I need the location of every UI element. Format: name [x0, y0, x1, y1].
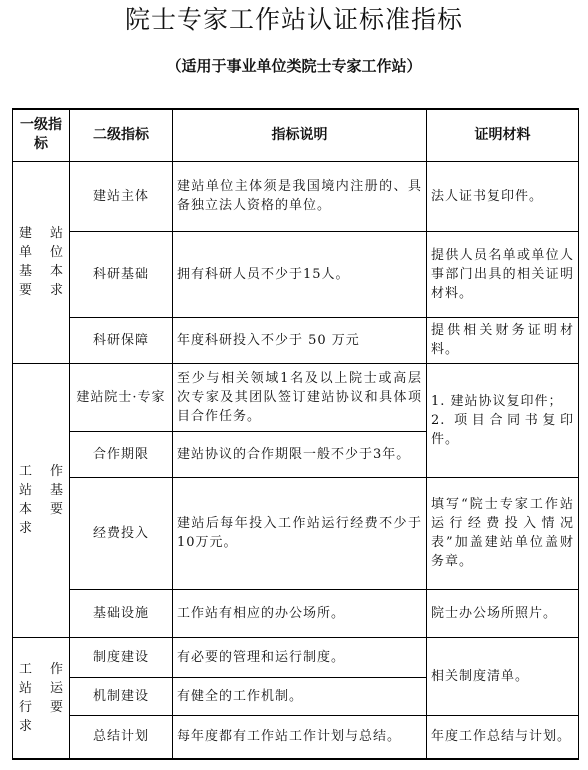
table-row	[13, 317, 579, 363]
row-desc: 拥有科研人员不少于15人。	[173, 231, 427, 317]
row-desc: 年度科研投入不少于 50 万元	[173, 317, 427, 363]
page-subtitle: （适用于事业单位类院士专家工作站）	[166, 57, 422, 75]
row-name: 基础设施	[70, 589, 173, 637]
table-header-row	[13, 109, 579, 161]
header-desc: 指标说明	[173, 109, 427, 161]
table-row	[13, 477, 579, 589]
row-proof: 1. 建站协议复印件； 2. 项目合同书复印件。	[427, 363, 579, 477]
row-desc: 有必要的管理和运行制度。	[173, 637, 427, 677]
row-name: 科研保障	[70, 317, 173, 363]
row-desc: 每年度都有工作站工作计划与总结。	[173, 715, 427, 759]
row-desc: 有健全的工作机制。	[173, 677, 427, 715]
table-row	[13, 715, 579, 759]
header-level1: 一级指标	[13, 109, 70, 161]
table-row	[13, 637, 579, 677]
row-proof: 法人证书复印件。	[427, 161, 579, 231]
row-name: 经费投入	[70, 477, 173, 589]
row-name: 科研基础	[70, 231, 173, 317]
row-desc: 工作站有相应的办公场所。	[173, 589, 427, 637]
row-desc: 建站协议的合作期限一般不少于3年。	[173, 431, 427, 477]
row-name: 机制建设	[70, 677, 173, 715]
category-2: 工 作 站 基 本 要 求	[13, 363, 70, 637]
header-proof: 证明材料	[427, 109, 579, 161]
row-name: 制度建设	[70, 637, 173, 677]
row-name: 建站院士·专家	[70, 363, 173, 431]
table-row	[13, 589, 579, 637]
row-proof: 年度工作总结与计划。	[427, 715, 579, 759]
table-row	[13, 363, 579, 431]
row-desc: 建站后每年投入工作站运行经费不少于10万元。	[173, 477, 427, 589]
row-proof: 提供相关财务证明材料。	[427, 317, 579, 363]
row-proof: 院士办公场所照片。	[427, 589, 579, 637]
row-proof: 相关制度清单。	[427, 637, 579, 715]
standards-table	[12, 108, 579, 760]
row-desc: 至少与相关领域1名及以上院士或高层次专家及其团队签订建站协议和具体项目合作任务。	[173, 363, 427, 431]
row-proof: 填写“院士专家工作站运行经费投入情况表”加盖建站单位盖财务章。	[427, 477, 579, 589]
row-proof: 提供人员名单或单位人事部门出具的相关证明材料。	[427, 231, 579, 317]
category-1: 建 站 单 位 基 本 要求	[13, 161, 70, 363]
category-3: 工 作 站 运 行 要 求	[13, 637, 70, 759]
row-name: 合作期限	[70, 431, 173, 477]
row-name: 总结计划	[70, 715, 173, 759]
table-row	[13, 231, 579, 317]
row-desc: 建站单位主体须是我国境内注册的、具备独立法人资格的单位。	[173, 161, 427, 231]
page-title: 院士专家工作站认证标准指标	[124, 5, 463, 34]
table-row	[13, 161, 579, 231]
header-level2: 二级指标	[70, 109, 173, 161]
row-name: 建站主体	[70, 161, 173, 231]
